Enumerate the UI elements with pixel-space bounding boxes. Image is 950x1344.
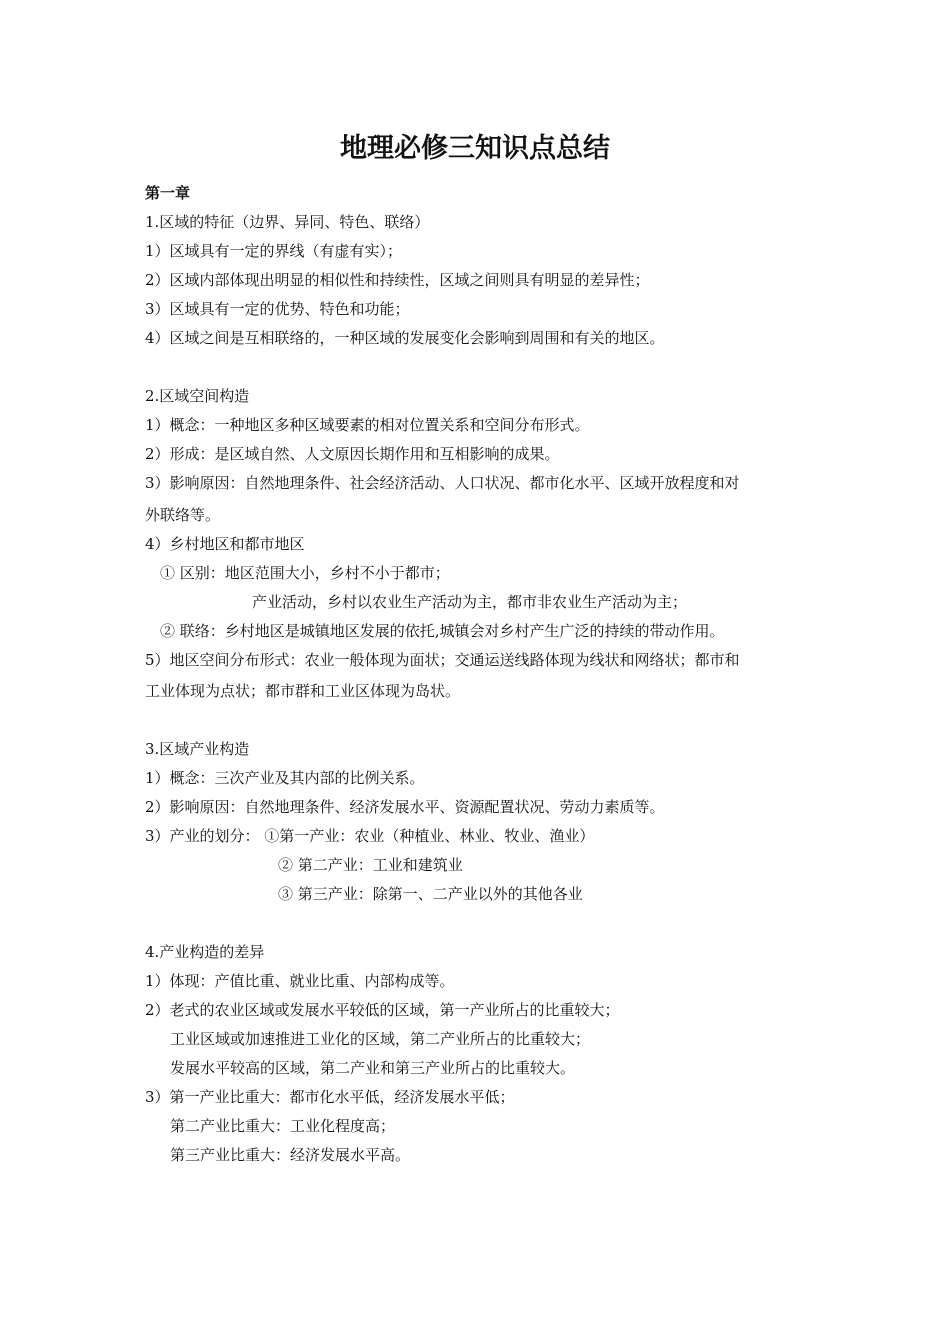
text-line: 2）形成：是区域自然、人文原因长期作用和互相影响的成果。	[145, 445, 560, 463]
text-line: 1）区域具有一定的界线（有虚有实）；	[145, 242, 403, 260]
text-line: ① 区别：地区范围大小，乡村不小于都市；	[160, 564, 450, 582]
text-line: 3）区域具有一定的优势、特色和功能；	[145, 300, 410, 318]
text-line: ② 联络：乡村地区是城镇地区发展的依托,城镇会对乡村产生广泛的持续的带动作用。	[160, 622, 725, 640]
section-heading: 1.区域的特征（边界、异同、特色、联络）	[145, 213, 430, 231]
page-title: 地理必修三知识点总结	[340, 133, 610, 164]
text-line: 工业区域或加速推进工业化的区域，第二产业所占的比重较大；	[170, 1030, 591, 1048]
chapter-heading: 第一章	[145, 184, 191, 202]
text-line: 2）区域内部体现出明显的相似性和持续性，区域之间则具有明显的差异性；	[145, 271, 650, 289]
text-line: 工业体现为点状；都市群和工业区体现为岛状。	[145, 682, 461, 700]
text-line: 4）区域之间是互相联络的，一种区域的发展变化会影响到周围和有关的地区。	[145, 329, 665, 347]
section-heading: 3.区域产业构造	[145, 740, 250, 758]
section-heading: 4.产业构造的差异	[145, 943, 265, 961]
text-line: 3）影响原因：自然地理条件、社会经济活动、人口状况、都市化水平、区域开放程度和对	[145, 474, 740, 492]
text-line: ③ 第三产业：除第一、二产业以外的其他各业	[278, 885, 583, 903]
text-line: 5）地区空间分布形式：农业一般体现为面状；交通运送线路体现为线状和网络状；都市和	[145, 651, 740, 669]
text-line: 外联络等。	[145, 506, 221, 524]
section-heading: 2.区域空间构造	[145, 387, 250, 405]
text-line: 第二产业比重大：工业化程度高；	[170, 1117, 396, 1135]
text-line: 2）影响原因：自然地理条件、经济发展水平、资源配置状况、劳动力素质等。	[145, 798, 665, 816]
text-line: 2）老式的农业区域或发展水平较低的区域，第一产业所占的比重较大；	[145, 1001, 620, 1019]
text-line: ② 第二产业：工业和建筑业	[278, 856, 463, 874]
text-line: 产业活动，乡村以农业生产活动为主，都市非农业生产活动为主；	[252, 593, 688, 611]
text-line: 3）第一产业比重大：都市化水平低，经济发展水平低；	[145, 1088, 515, 1106]
text-line: 3）产业的划分： ①第一产业：农业（种植业、林业、牧业、渔业）	[145, 827, 595, 845]
text-line: 1）概念：一种地区多种区域要素的相对位置关系和空间分布形式。	[145, 416, 590, 434]
text-line: 4）乡村地区和都市地区	[145, 535, 305, 553]
text-line: 1）体现：产值比重、就业比重、内部构成等。	[145, 972, 455, 990]
text-line: 第三产业比重大：经济发展水平高。	[170, 1146, 411, 1164]
text-line: 1）概念：三次产业及其内部的比例关系。	[145, 769, 425, 787]
text-line: 发展水平较高的区域，第二产业和第三产业所占的比重较大。	[170, 1059, 576, 1077]
